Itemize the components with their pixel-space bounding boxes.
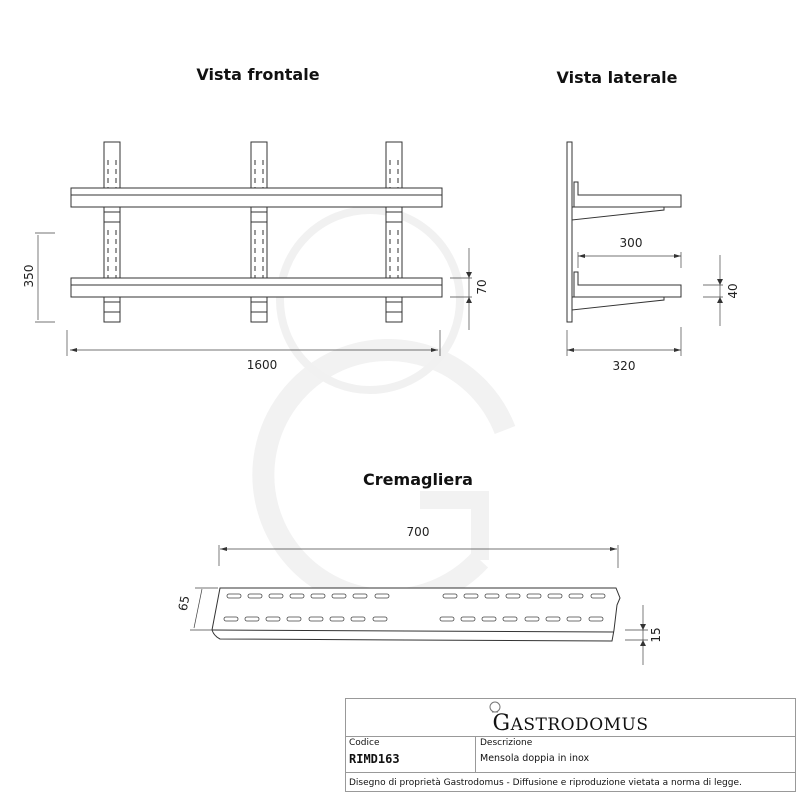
description-cell [476, 737, 795, 773]
wall-rack [567, 142, 572, 322]
dim-15: 15 [649, 627, 663, 643]
dim-70: 70 [475, 279, 489, 295]
code-cell [346, 737, 476, 773]
front-view-title: Vista frontale [196, 65, 320, 84]
watermark-chef-hat [280, 210, 460, 390]
dim-350: 350 [22, 264, 36, 288]
dim-320: 320 [612, 359, 636, 373]
copyright-notice: Disegno di proprietà Gastrodomus - Diffusione e riproduzione vietata a norma di legge. [349, 778, 742, 788]
title-block [345, 698, 796, 792]
description-value: Mensola doppia in inox [480, 753, 590, 764]
rack-view [176, 470, 663, 665]
logo-initial: G [492, 711, 511, 736]
logo-rest: ASTRODOMUS [510, 715, 649, 735]
dim-700: 700 [406, 525, 430, 539]
rack-view-title: Cremagliera [363, 470, 473, 489]
front-view [22, 65, 489, 372]
description-label: Descrizione [480, 738, 533, 748]
dim-1600: 1600 [246, 358, 278, 372]
lower-shelf [71, 278, 442, 297]
company-logo [346, 699, 795, 737]
side-view-title: Vista laterale [556, 68, 678, 87]
side-view [557, 68, 740, 373]
upper-shelf [71, 188, 442, 207]
code-label: Codice [349, 738, 380, 748]
dim-40: 40 [726, 283, 740, 299]
dim-300: 300 [619, 236, 643, 250]
dim-65: 65 [175, 594, 193, 613]
code-value: RIMD163 [349, 752, 400, 766]
